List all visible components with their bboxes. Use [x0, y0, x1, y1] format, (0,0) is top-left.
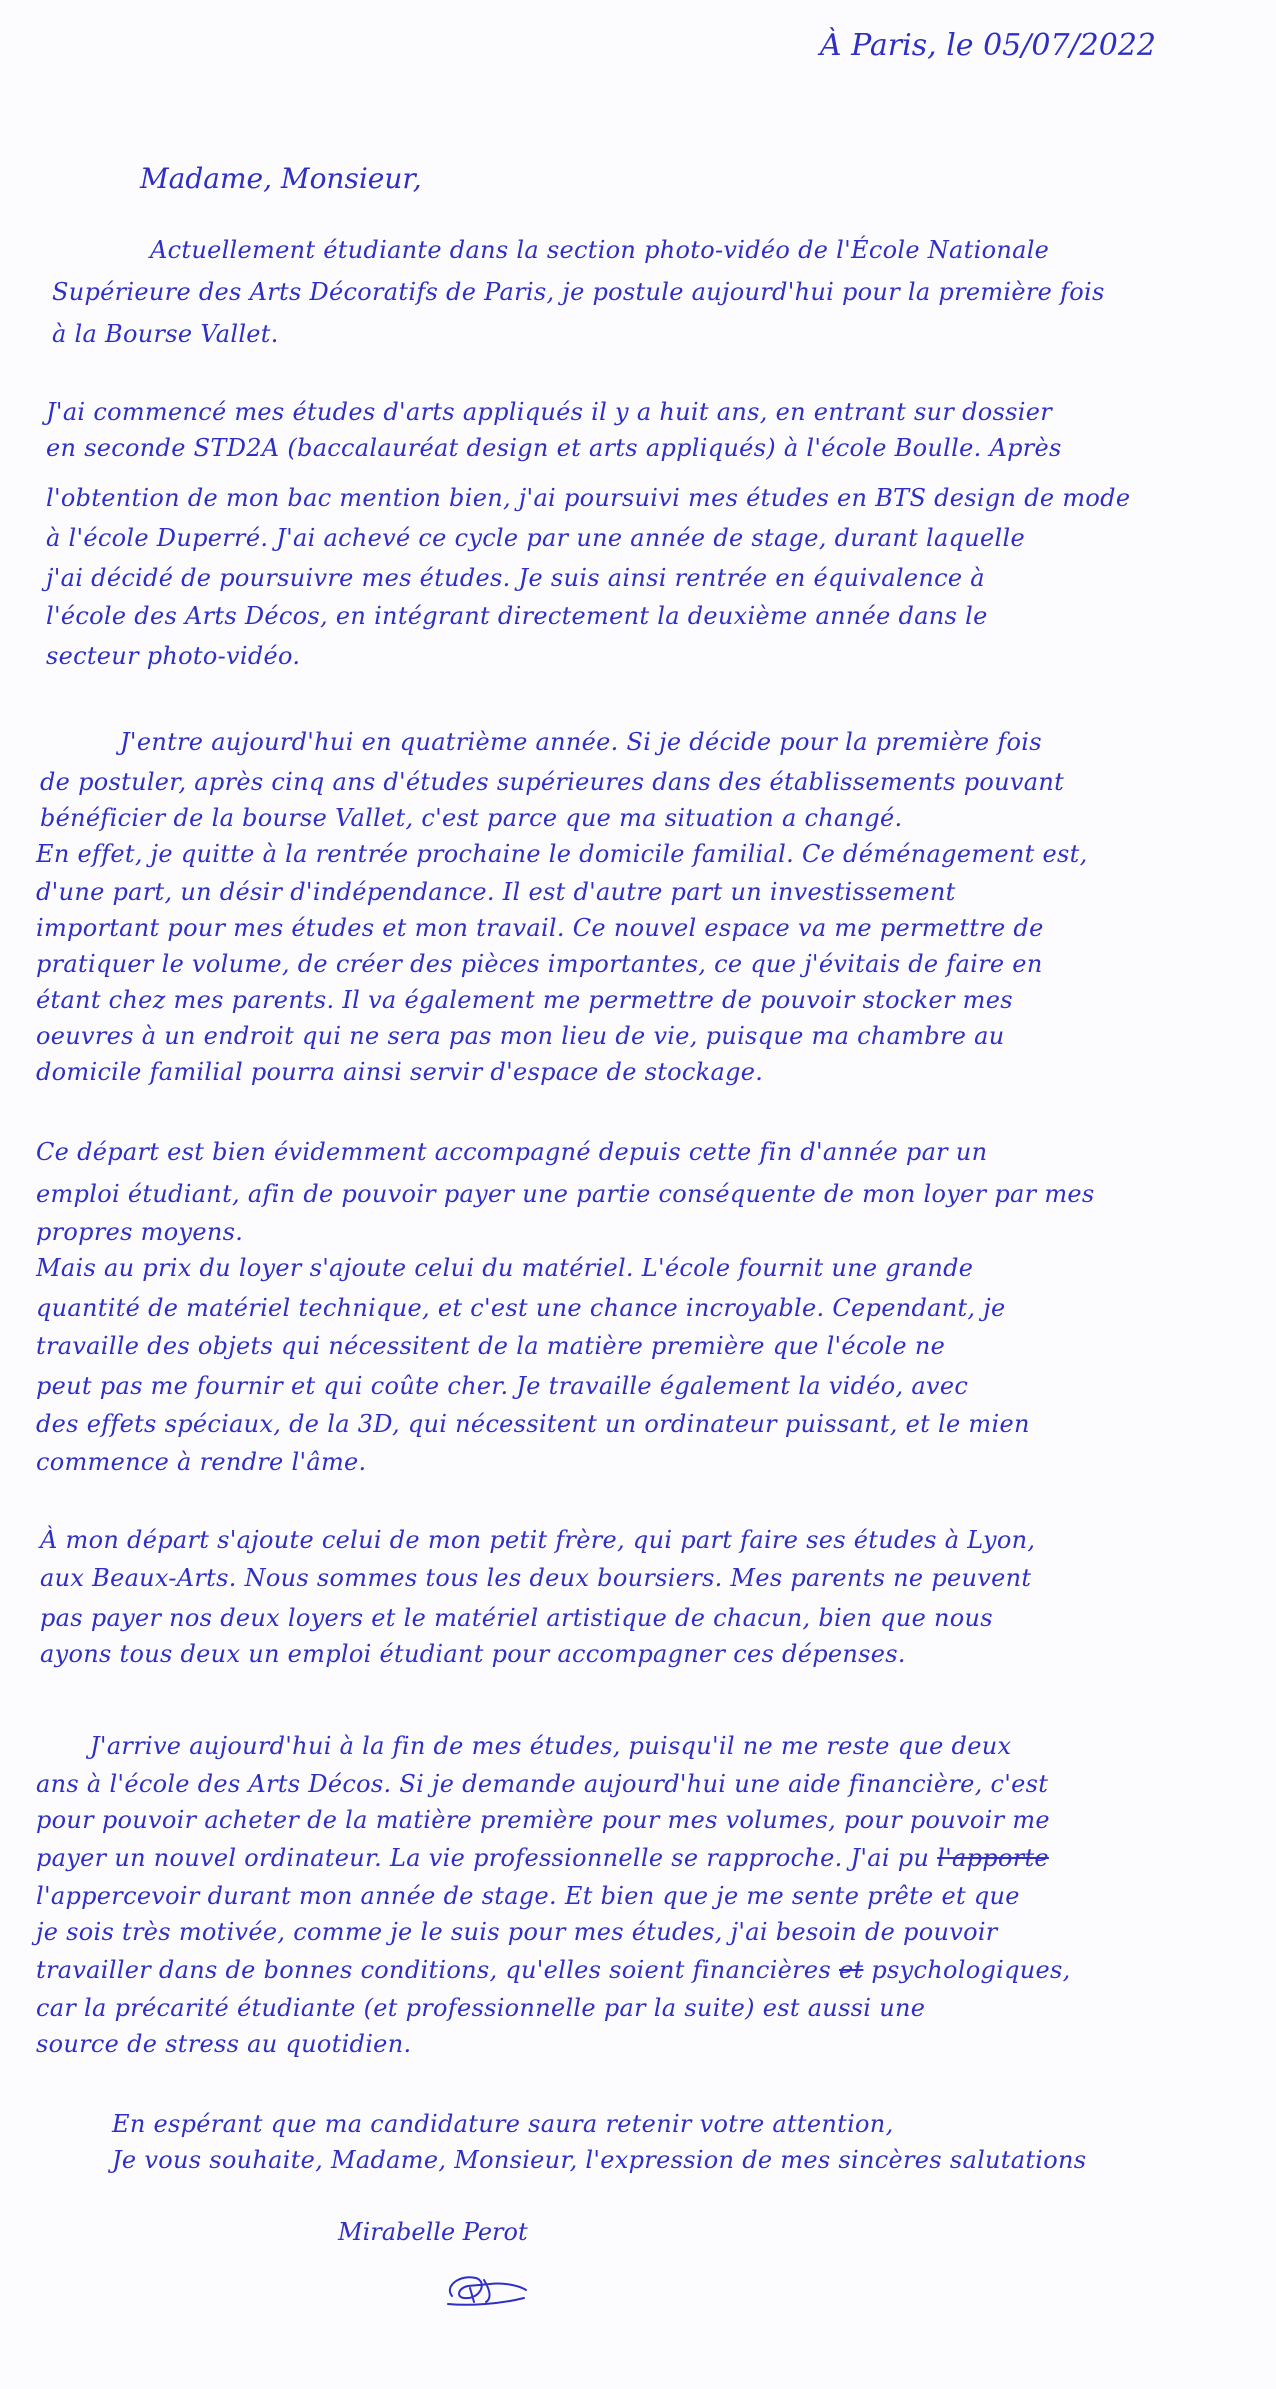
paragraph-3-line-10: domicile familial pourra ainsi servir d'espace de stockage.	[36, 1058, 764, 1086]
paragraph-3-line-4: En effet, je quitte à la rentrée prochaine le domicile familial. Ce déménagement est,	[36, 840, 1088, 868]
paragraph-1-line-2: Supérieure des Arts Décoratifs de Paris, je postule aujourd'hui pour la première fois	[52, 278, 1105, 306]
paragraph-2-line-1: J'ai commencé mes études d'arts appliqués il y a huit ans, en entrant sur dossier	[46, 398, 1052, 426]
paragraph-4-line-5: quantité de matériel technique, et c'est une chance incroyable. Cependant, je	[36, 1294, 1006, 1322]
paragraph-2-line-2: en seconde STD2A (baccalauréat design et arts appliqués) à l'école Boulle. Après	[46, 434, 1062, 462]
paragraph-4-line-6: travaille des objets qui nécessitent de la matière première que l'école ne	[36, 1332, 946, 1360]
paragraph-6-line-4-text: payer un nouvel ordinateur. La vie professionnelle se rapproche. J'ai pu	[36, 1844, 930, 1872]
paragraph-2-line-5: j'ai décidé de poursuivre mes études. Je suis ainsi rentrée en équivalence à	[46, 564, 985, 592]
paragraph-6-line-7-end: psychologiques,	[871, 1956, 1071, 1984]
paragraph-4-line-8: des effets spéciaux, de la 3D, qui nécessitent un ordinateur puissant, et le mien	[36, 1410, 1030, 1438]
struck-word: et	[838, 1956, 864, 1984]
paragraph-6-line-7-text: travailler dans de bonnes conditions, qu'elles soient financières	[36, 1956, 832, 1984]
closing-line-1: En espérant que ma candidature saura retenir votre attention,	[112, 2110, 894, 2138]
paragraph-5-line-1: À mon départ s'ajoute celui de mon petit frère, qui part faire ses études à Lyon,	[40, 1526, 1036, 1554]
paragraph-3-line-3: bénéficier de la bourse Vallet, c'est parce que ma situation a changé.	[40, 804, 903, 832]
paragraph-3-line-2: de postuler, après cinq ans d'études supérieures dans des établissements pouvant	[40, 768, 1065, 796]
paragraph-2-line-7: secteur photo-vidéo.	[46, 642, 301, 670]
paragraph-4-line-3: propres moyens.	[36, 1218, 244, 1246]
paragraph-4-line-4: Mais au prix du loyer s'ajoute celui du matériel. L'école fournit une grande	[36, 1254, 974, 1282]
paragraph-1-line-1: Actuellement étudiante dans la section photo-vidéo de l'École Nationale	[150, 236, 1050, 264]
paragraph-2-line-4: à l'école Duperré. J'ai achevé ce cycle par une année de stage, durant laquelle	[46, 524, 1025, 552]
paragraph-6-line-1: J'arrive aujourd'hui à la fin de mes études, puisqu'il ne me reste que deux	[90, 1732, 1012, 1760]
signature-name: Mirabelle Perot	[338, 2218, 528, 2246]
paragraph-3-line-5: d'une part, un désir d'indépendance. Il est d'autre part un investissement	[36, 878, 956, 906]
paragraph-4-line-7: peut pas me fournir et qui coûte cher. Je travaille également la vidéo, avec	[36, 1372, 969, 1400]
paragraph-6-line-2: ans à l'école des Arts Décos. Si je demande aujourd'hui une aide financière, c'est	[36, 1770, 1049, 1798]
paragraph-6-line-9: source de stress au quotidien.	[36, 2030, 412, 2058]
paragraph-3-line-9: oeuvres à un endroit qui ne sera pas mon lieu de vie, puisque ma chambre au	[36, 1022, 1005, 1050]
paragraph-5-line-3: pas payer nos deux loyers et le matériel artistique de chacun, bien que nous	[40, 1604, 993, 1632]
paragraph-4-line-2: emploi étudiant, afin de pouvoir payer une partie conséquente de mon loyer par mes	[36, 1180, 1095, 1208]
paragraph-6-line-3: pour pouvoir acheter de la matière première pour mes volumes, pour pouvoir me	[36, 1806, 1050, 1834]
paragraph-3-line-7: pratiquer le volume, de créer des pièces importantes, ce que j'évitais de faire en	[36, 950, 1043, 978]
paragraph-4-line-1: Ce départ est bien évidemment accompagné depuis cette fin d'année par un	[36, 1138, 988, 1166]
paragraph-6-line-4	[36, 1846, 1049, 1870]
paragraph-3-line-1: J'entre aujourd'hui en quatrième année. Si je décide pour la première fois	[120, 728, 1042, 756]
paragraph-3-line-8: étant chez mes parents. Il va également me permettre de pouvoir stocker mes	[36, 986, 1013, 1014]
paragraph-5-line-4: ayons tous deux un emploi étudiant pour accompagner ces dépenses.	[40, 1640, 906, 1668]
paragraph-6-line-7	[36, 1958, 1071, 1982]
paragraph-1-line-3: à la Bourse Vallet.	[52, 320, 279, 348]
closing-line-2: Je vous souhaite, Madame, Monsieur, l'expression de mes sincères salutations	[112, 2146, 1087, 2174]
paragraph-5-line-2: aux Beaux-Arts. Nous sommes tous les deux boursiers. Mes parents ne peuvent	[40, 1564, 1032, 1592]
salutation: Madame, Monsieur,	[140, 162, 422, 195]
paragraph-4-line-9: commence à rendre l'âme.	[36, 1448, 367, 1476]
paragraph-3-line-6: important pour mes études et mon travail. Ce nouvel espace va me permettre de	[36, 914, 1044, 942]
paragraph-6-line-8: car la précarité étudiante (et professionnelle par la suite) est aussi une	[36, 1994, 926, 2022]
paragraph-6-line-6: je sois très motivée, comme je le suis pour mes études, j'ai besoin de pouvoir	[36, 1918, 998, 1946]
paragraph-2-line-6: l'école des Arts Décos, en intégrant directement la deuxième année dans le	[46, 602, 988, 630]
paragraph-2-line-3: l'obtention de mon bac mention bien, j'ai poursuivi mes études en BTS design de mode	[46, 484, 1131, 512]
paragraph-6-line-5: l'appercevoir durant mon année de stage. Et bien que je me sente prête et que	[36, 1882, 1020, 1910]
letter-date: À Paris, le 05/07/2022	[819, 28, 1156, 63]
struck-word: l'apporte	[937, 1844, 1049, 1872]
signature-mark-icon	[440, 2268, 530, 2312]
